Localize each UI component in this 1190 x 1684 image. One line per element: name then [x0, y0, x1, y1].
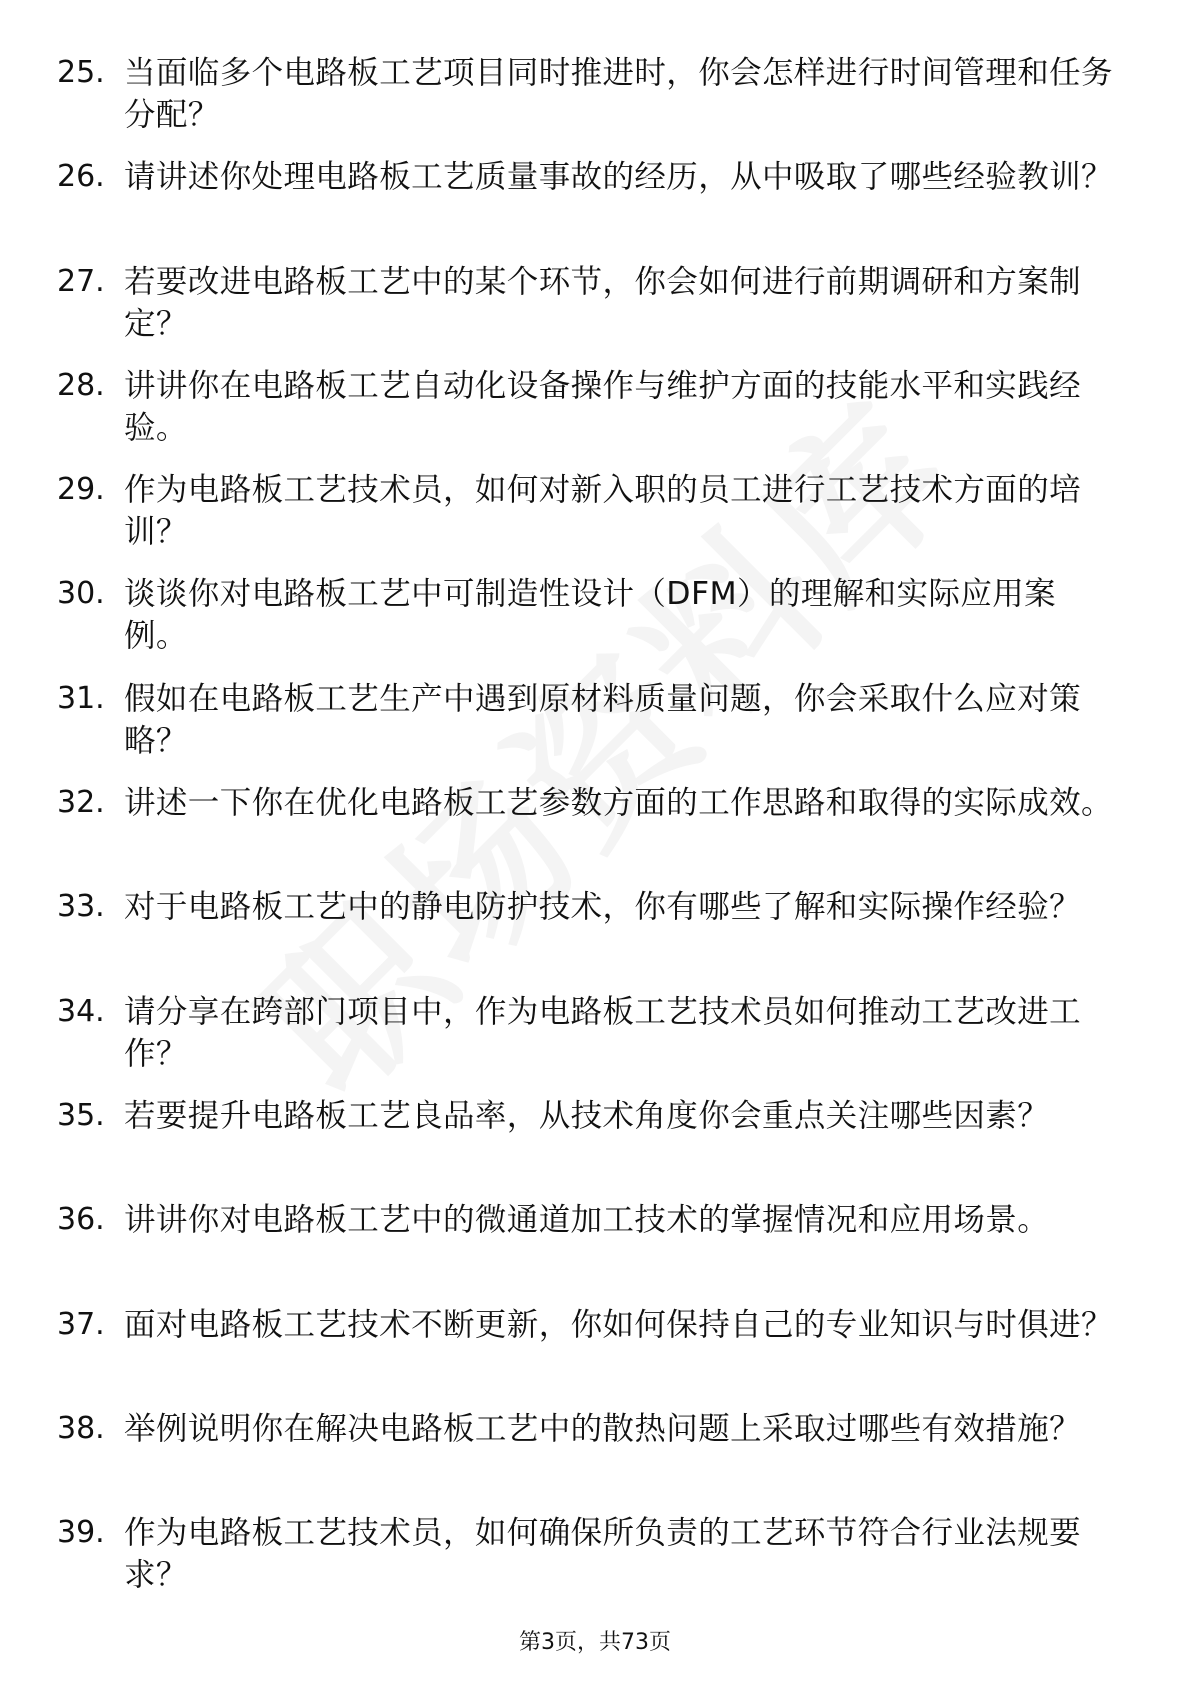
question-number: 33. [57, 889, 105, 925]
question-number: 34. [57, 993, 105, 1029]
question-item [0, 991, 1190, 1095]
question-item [0, 1408, 1190, 1512]
question-number: 35. [57, 1097, 105, 1133]
question-text: 作为电路板工艺技术员，如何确保所负责的工艺环节符合行业法规要求？ [124, 1515, 1082, 1594]
question-number: 37. [57, 1306, 105, 1342]
question-number: 32. [57, 785, 105, 821]
question-text: 作为电路板工艺技术员，如何对新入职的员工进行工艺技术方面的培训？ [124, 472, 1082, 551]
question-text: 当面临多个电路板工艺项目同时推进时，你会怎样进行时间管理和任务分配？ [124, 55, 1113, 133]
question-text: 请分享在跨部门项目中，作为电路板工艺技术员如何推动工艺改进工作？ [124, 993, 1082, 1072]
question-number: 36. [57, 1202, 105, 1238]
question-text: 举例说明你在解决电路板工艺中的散热问题上采取过哪些有效措施？ [124, 1410, 1082, 1447]
question-item [0, 1304, 1190, 1408]
question-item [0, 678, 1190, 782]
question-item [0, 573, 1190, 677]
question-text: 讲讲你对电路板工艺中的微通道加工技术的掌握情况和应用场景。 [124, 1202, 1050, 1239]
question-item [0, 469, 1190, 573]
question-item [0, 261, 1190, 365]
question-number: 38. [57, 1410, 105, 1446]
question-text: 假如在电路板工艺生产中遇到原材料质量问题，你会采取什么应对策略？ [124, 680, 1082, 759]
question-text: 面对电路板工艺技术不断更新，你如何保持自己的专业知识与时俱进？ [124, 1306, 1113, 1343]
question-item [0, 1199, 1190, 1303]
question-number: 27. [57, 263, 105, 299]
question-number: 31. [57, 680, 105, 716]
question-text: 若要改进电路板工艺中的某个环节，你会如何进行前期调研和方案制定？ [124, 263, 1082, 342]
question-text: 谈谈你对电路板工艺中可制造性设计（DFM）的理解和实际应用案例。 [124, 576, 1057, 655]
question-number: 29. [57, 472, 105, 508]
question-item [0, 886, 1190, 990]
question-number: 30. [57, 576, 105, 612]
question-item [0, 156, 1190, 260]
question-item [0, 782, 1190, 886]
question-number: 26. [57, 159, 105, 195]
question-item [0, 52, 1190, 156]
question-text: 讲述一下你在优化电路板工艺参数方面的工作思路和取得的实际成效。 [124, 785, 1113, 822]
page-number-label: 第3页，共73页 [519, 1630, 671, 1655]
question-text: 讲讲你在电路板工艺自动化设备操作与维护方面的技能水平和实践经验。 [124, 367, 1082, 446]
question-text: 请讲述你处理电路板工艺质量事故的经历，从中吸取了哪些经验教训？ [124, 159, 1113, 196]
question-number: 39. [57, 1515, 105, 1551]
question-number: 28. [57, 367, 105, 403]
question-number: 25. [57, 55, 105, 90]
question-item [0, 1512, 1190, 1616]
page-footer [0, 1628, 1190, 1658]
question-list [0, 52, 1190, 1616]
question-item [0, 1095, 1190, 1199]
question-item [0, 365, 1190, 469]
question-text: 若要提升电路板工艺良品率，从技术角度你会重点关注哪些因素？ [124, 1097, 1050, 1134]
question-text: 对于电路板工艺中的静电防护技术，你有哪些了解和实际操作经验？ [124, 889, 1082, 926]
